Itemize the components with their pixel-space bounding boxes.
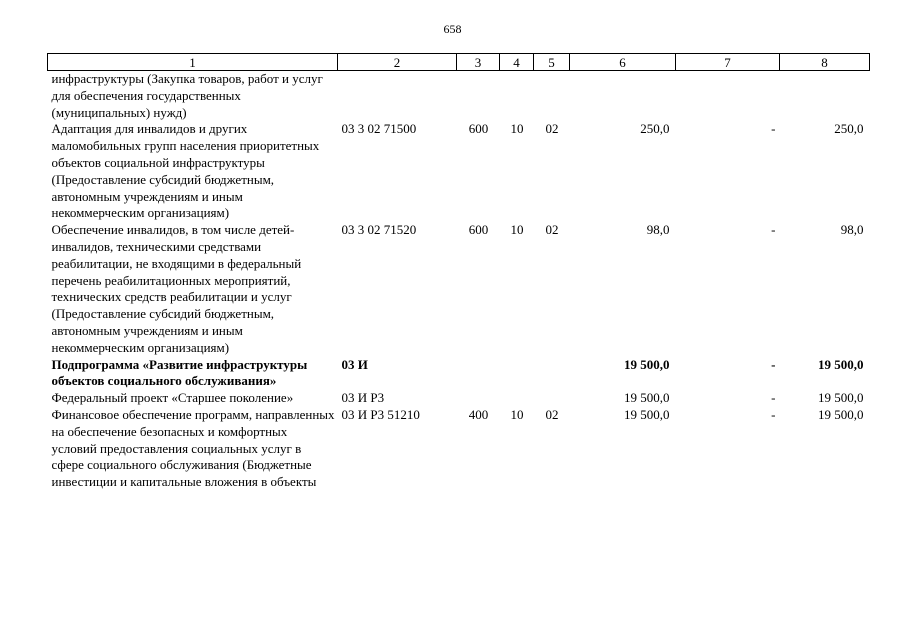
- column-header-5: 5: [534, 54, 570, 71]
- cell-expense-type: [457, 390, 500, 407]
- cell-subsection: 02: [545, 222, 559, 238]
- column-header-2: 2: [338, 54, 457, 71]
- cell-name: Финансовое обеспечение программ, направленных на обеспечение безопасных и комфортных условий предоставления социальных услуг в сфере социального обслуживания (Бюджетные инвестиции и капитальные вложения в объекты: [51, 406, 335, 490]
- cell-amount-6: 19 500,0: [624, 356, 670, 372]
- cell-name: Обеспечение инвалидов, в том числе детей-инвалидов, техническими средствами реабилитации, не входящими в федеральный перечень реабилитационных мероприятий, технических средств реабилитации и услуг (Предоставление субсидий бюджетным, автономным учреждениям и иным некоммерческим организациям): [51, 222, 302, 355]
- table-header-row: [48, 54, 870, 71]
- cell-amount-7: [676, 71, 780, 122]
- cell-subsection: [534, 71, 570, 122]
- table-row: [48, 222, 870, 356]
- table-row: [48, 71, 870, 122]
- cell-name: Подпрограмма «Развитие инфраструктуры объектов социального обслуживания»: [51, 356, 308, 389]
- table-row: [48, 407, 870, 491]
- cell-amount-8: 19 500,0: [818, 406, 864, 422]
- cell-amount-8: 250,0: [834, 121, 864, 137]
- cell-amount-8: 19 500,0: [818, 390, 864, 406]
- cell-section: [500, 390, 534, 407]
- cell-amount-6: 19 500,0: [624, 390, 670, 406]
- column-header-4: 4: [500, 54, 534, 71]
- cell-amount-7: -: [771, 406, 776, 422]
- cell-expense-type: [457, 71, 500, 122]
- cell-name: Адаптация для инвалидов и других маломобильных групп населения приоритетных объектов социальной инфраструктуры (Предоставление субсидий бюджетным, автономным учреждениям и иным некоммерческим организациям): [51, 121, 320, 221]
- cell-amount-6: [570, 71, 676, 122]
- cell-code: 03 И P3: [341, 390, 385, 406]
- cell-amount-7: -: [771, 222, 776, 238]
- cell-name: инфраструктуры (Закупка товаров, работ и услуг для обеспечения государственных (муниципальных) нужд): [51, 71, 323, 120]
- cell-section: [500, 71, 534, 122]
- cell-amount-7: -: [771, 121, 776, 137]
- column-header-6: 6: [570, 54, 676, 71]
- cell-amount-7: -: [771, 356, 776, 372]
- page-number: 658: [443, 22, 462, 36]
- cell-code: 03 3 02 71520: [341, 222, 417, 238]
- cell-subsection: [534, 357, 570, 391]
- cell-subsection: 02: [545, 121, 559, 137]
- cell-amount-6: 250,0: [640, 121, 670, 137]
- table-row: [48, 357, 870, 391]
- cell-name: Федеральный проект «Старшее поколение»: [51, 390, 294, 406]
- column-header-1: 1: [48, 54, 338, 71]
- cell-amount-8: 19 500,0: [818, 356, 864, 372]
- table-body: [48, 71, 870, 491]
- cell-amount-8: 98,0: [840, 222, 864, 238]
- cell-code: 03 3 02 71500: [341, 121, 417, 137]
- cell-amount-6: 98,0: [646, 222, 670, 238]
- cell-expense-type: [457, 357, 500, 391]
- cell-subsection: 02: [545, 406, 559, 422]
- cell-amount-7: -: [771, 390, 776, 406]
- cell-expense-type: 600: [468, 222, 489, 238]
- cell-section: [500, 357, 534, 391]
- cell-code: 03 И P3 51210: [341, 406, 420, 422]
- column-header-3: 3: [457, 54, 500, 71]
- cell-section: 10: [510, 222, 524, 238]
- cell-code: 03 И: [341, 356, 368, 372]
- cell-section: 10: [510, 406, 524, 422]
- cell-code: [338, 71, 457, 122]
- cell-expense-type: 400: [468, 406, 489, 422]
- cell-subsection: [534, 390, 570, 407]
- budget-table: [47, 53, 870, 491]
- cell-expense-type: 600: [468, 121, 489, 137]
- cell-amount-6: 19 500,0: [624, 406, 670, 422]
- table-row: [48, 390, 870, 407]
- cell-section: 10: [510, 121, 524, 137]
- cell-amount-8: [780, 71, 870, 122]
- column-header-7: 7: [676, 54, 780, 71]
- table-row: [48, 121, 870, 222]
- column-header-8: 8: [780, 54, 870, 71]
